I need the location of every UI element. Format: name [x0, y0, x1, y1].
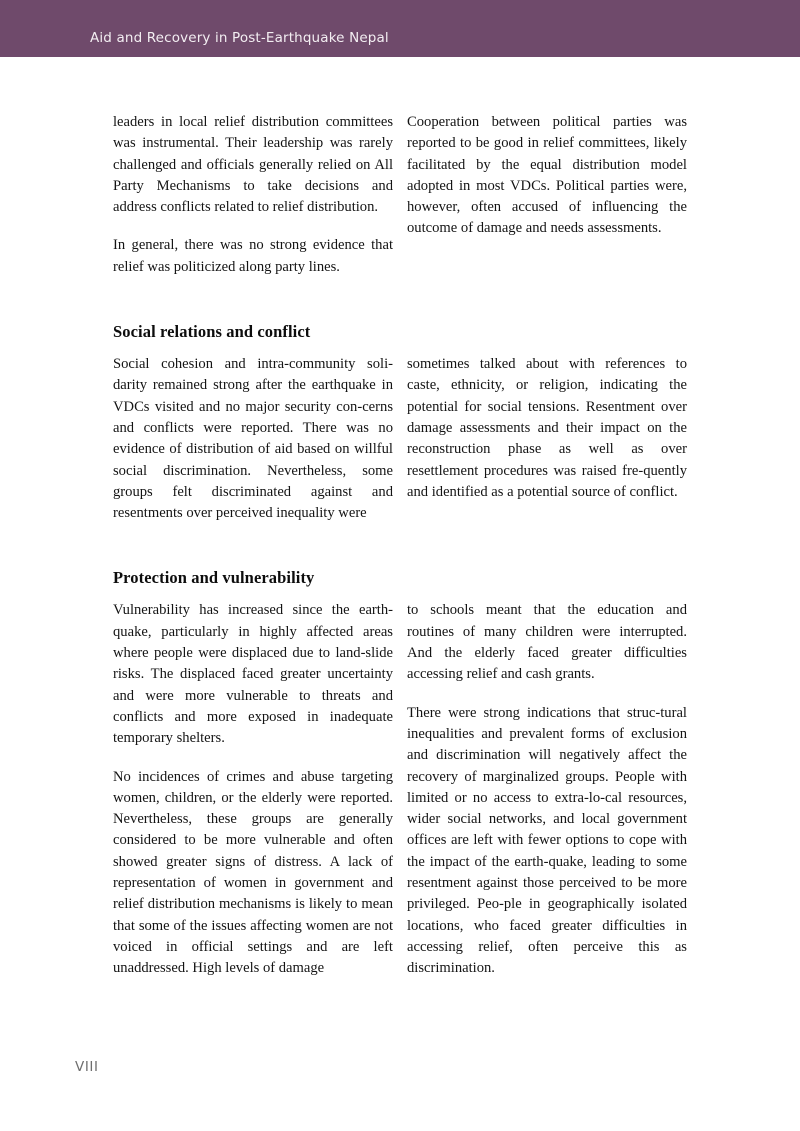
- paragraph: There were strong indications that struc-tural inequalities and prevalent forms of exclusion and discrimination will negatively affect the recovery of marginalized groups. People with limited or no access to extra-lo-cal resources, wider social networks, and local government offices are left with fewer options to cope with the impact of the earth-quake, leading to some resentment against those perceived to be more privileged. Peo-ple in geographically isolated locations, who faced greater difficulties in accessing relief, often perceive this as discrimination.: [407, 704, 687, 977]
- paragraph: In general, there was no strong evidence that relief was politicized along party lines.: [113, 237, 393, 275]
- running-header-title: Aid and Recovery in Post-Earthquake Nepal: [90, 30, 389, 46]
- paragraph: Social cohesion and intra-community soli-darity remained strong after the earthquake in VDCs visited and no major security con-cerns and conflicts were reported. There was no evidence of distribution of aid based on willful social discrimination. Nevertheless, some groups felt discriminated against and resentments over perceived inequality were: [113, 356, 393, 522]
- section-heading-social-relations-and-conflict: Social relations and conflict: [113, 322, 311, 342]
- section-columns: [113, 354, 686, 524]
- paragraph: sometimes talked about with references to caste, ethnicity, or religion, indicating the potential for social tensions. Resentment over damage assessments and their impact on the reconstruction phase as well as over resettlement procedures was raised fre-quently and identified as a potential source of conflict.: [407, 356, 687, 500]
- running-header-band: [0, 0, 800, 57]
- section-social-relations-and-conflict: [113, 322, 686, 524]
- page-number: VIII: [75, 1059, 99, 1075]
- paragraph: Cooperation between political parties was reported to be good in relief committees, likely facilitated by the equal distribution model adopted in most VDCs. Political parties were, however, often accused of influencing the outcome of damage and needs assessments.: [407, 114, 687, 237]
- paragraph: No incidences of crimes and abuse targeting women, children, or the elderly were reported. Nevertheless, these groups are generally considered to be more vulnerable and often showed greater signs of distress. A lack of representation of women in government and relief distribution mechanisms is likely to mean that some of the issues affecting women are not voiced in official settings and are left unaddressed. High levels of damage: [113, 768, 393, 977]
- section-protection-left-column: [113, 600, 393, 979]
- section-heading-row: [113, 568, 686, 588]
- section-continued: [113, 112, 686, 278]
- section-heading-protection-and-vulnerability: Protection and vulnerability: [113, 568, 315, 588]
- section-protection-right-column: [407, 600, 687, 979]
- section-social-right-column: [407, 354, 687, 503]
- section-columns: [113, 600, 686, 979]
- paragraph: Vulnerability has increased since the earth-quake, particularly in highly affected areas where people were displaced due to land-slide risks. The displaced faced greater uncertainty and were more vulnerable to threats and conflicts and more exposed in inadequate temporary shelters.: [113, 602, 393, 747]
- section-protection-and-vulnerability: [113, 568, 686, 979]
- section-social-left-column: [113, 354, 393, 524]
- section-continued-right-column: [407, 112, 687, 240]
- paragraph: leaders in local relief distribution committees was instrumental. Their leadership was rarely challenged and officials generally relied on All Party Mechanisms to take decisions and address conflicts related to relief distribution.: [113, 114, 393, 216]
- section-continued-left-column: [113, 112, 393, 278]
- paragraph: to schools meant that the education and routines of many children were interrupted. And the elderly faced greater difficulties accessing relief and cash grants.: [407, 602, 687, 683]
- section-heading-row: [113, 322, 686, 342]
- page-body: [113, 112, 686, 980]
